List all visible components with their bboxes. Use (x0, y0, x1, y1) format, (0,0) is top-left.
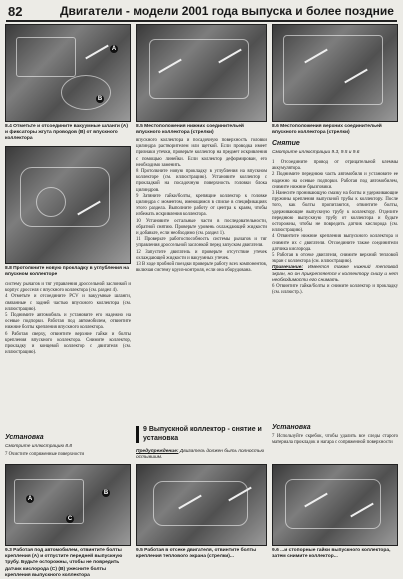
photo-8-5 (136, 24, 267, 122)
photo-8-6-caption: 8.6 Местоположения верхних соединительей впускного коллектора (стрелки) (272, 124, 382, 136)
note-text: Имеется также нижний тепловой экран, но он прикрепляется к коллектору снизу и нет необходимости его снимать. (272, 265, 398, 283)
col2-para-11: 11 Проверьте работоспособность системы рычагов и тяг управления дроссельной заслонкой перед запуском двигателя. (136, 237, 267, 249)
page-header-title: Двигатели - модели 2001 года выпуска и более поздние (60, 4, 394, 18)
col3-para-7: 7 Используйте скребок, чтобы удалить все следы старого материала прокладок и нагара с сопряженной поверхности (272, 434, 398, 446)
col2-para-9: 9 Затяните гайки/болты, крепящие коллектор к головке цилиндра с моментом, имеющимся в списке в спецификациях этого раздела. Выполните работу от центра к краям, чтобы избежать искривления коллектора. (136, 193, 267, 218)
col1-para-6: 6 Работая сверху, отвинтите верхние гайки и болты крепления впускного коллектора. Снимите коллектор, прокладку и концевой коллектор с двигателя (см. иллюстрацию). (5, 331, 131, 356)
install-heading-2: Установка (272, 424, 311, 431)
photo-9-3-caption: 9.3 Работая под автомобилем, отвинтите болты крепления (А) и отпустите передней выпускную трубу. Будьте осторожны, чтобы не повредить датчик кислорода (С) (В) ужесните болты крепления выпускного коллектора (5, 548, 123, 578)
photo-8-4: A B (5, 24, 131, 122)
warning-text: Двигатель должен быть полностью остывшим. (136, 449, 265, 461)
column-1 (5, 24, 131, 578)
col1-para-1: систему рычагов и тяг управления дроссельной заслонкой и корпус дросселя с впускного коллектора (см. раздел 4). (5, 282, 131, 294)
col1-para-4: 4 Отметьте и отсоедините PCV и вакуумные шланги, связанные с задней частью впускного коллектора (см. иллюстрацию). (5, 294, 131, 312)
photo-9-5-caption: 9.5 Работая в отсеке двигателя, отвинтите болты крепления теплового экрана (стрелки)... (136, 548, 257, 560)
removal-ill-ref: Смотрите иллюстрации 9.3, 9.5 и 9.6 (272, 150, 360, 155)
note-label: Примечание: (272, 265, 303, 271)
col3-para-4: 4 Отвинтите нижние крепления выпускного коллектора и снимите их с двигателя. Отсоедините также соединители датчика кислорода. (272, 234, 398, 252)
col2-para-10: 10 Установите остальные части в последовательности, обратной снятию. Проверьте уровень охлаждающей жидкости и добавьте, если необходимо (см. раздел 1). (136, 218, 267, 237)
col2-para-13: 13 В ходе пробной поездки проверьте работу всех компонентов, включая систему круиз-контроля, если она оборудована. (136, 262, 267, 274)
photo-8-6 (272, 24, 398, 122)
install-heading-1: Установка (5, 434, 44, 441)
col2-para-8: 8 Протолкните новую прокладку в углубления на впускном коллекторе (см. иллюстрацию). Установите коллектор с прокладкой на посадочную поверхность головки блока цилиндров. (136, 169, 267, 193)
warning-note (136, 449, 267, 461)
header-rule (6, 20, 397, 22)
photo-9-3: A C B (5, 464, 131, 546)
warning-label: Предупреждение: (136, 449, 179, 454)
column-2 (136, 24, 267, 566)
column-3 (272, 24, 398, 566)
photo-9-5 (136, 464, 267, 546)
col2-para-12: 12 Запустите двигатель и проверьте отсутствие утечек охлаждающей жидкости и вакуумных утечек. (136, 249, 267, 261)
col3-para-6: 6 Отвинтите гайки/болты и снимите коллектор и прокладку (см. иллюстр.). (272, 284, 398, 296)
col3-para-3: 3 Нанесите проникающую смазку на болты и удерживающие пружины крепления выпускной трубы к коллектору. После того, как болты пропитаются, отвинтите болты, удерживающие выпускную трубу к коллектору. Отделите переднюю выпускную трубу от коллектора и будьте осторожны, чтобы не повредить датчик кислорода (см. иллюстрацию). (272, 191, 398, 234)
col2-para-cont: впускного коллектора и посадочную поверхность головки цилиндра растворителем или щеткой. Если проводка имеет признаки утечки, проверьте коллектор на предмет искривления с помощью линейки. Если коллектор деформирован, его необходимо заменить. (136, 138, 267, 168)
photo-9-6-caption: 9.6 ...и стопорные гайки выпускного коллектора, затем снимите коллектор... (272, 548, 391, 560)
col3-para-1: 1 Отсоедините провод от отрицательной клеммы аккумулятора. (272, 160, 398, 172)
photo-8-4-caption: 8.4 Отметьте и отсоедините вакуумные шланги (А) и фиксаторы жгута проводов (В) от впускного коллектора (5, 124, 128, 142)
col1-body (5, 282, 131, 430)
photo-8-5-caption: 8.5 Местоположения нижних соединительей впускного коллектора (стрелки) (136, 124, 244, 136)
photo-8-8-caption: 8.8 Протолкните новую прокладку в углубления на впускном коллекторе (5, 266, 129, 278)
photo-8-8 (5, 146, 131, 264)
page-number: 82 (8, 4, 23, 19)
install-ill-ref-1: Смотрите иллюстрацию 8.8 (5, 444, 73, 449)
col3-para-5: 5 Работая в отсеке двигателя, снимите верхний тепловой экран с коллектора (см. иллюстрацию). (272, 253, 398, 265)
col2-body (136, 138, 267, 422)
chapter-9-heading: 9 Выпускной коллектор - снятие и установка (136, 426, 267, 443)
note-block (272, 265, 398, 284)
col1-para-5: 5 Поднимите автомобиль и установите его надежно на осевые подпорки. Работая под автомобилем, отвинтите нижние болты крепления впускного коллектора. (5, 313, 131, 331)
col3-body (272, 160, 398, 422)
col3-para-2: 2 Поднимите переднюю часть автомобиля и установите ее надежно на осевые подпорки. Работая под автомобилем, снимите нижние брызговики. (272, 172, 398, 190)
col1-step-7: 7 Очистите сопряженные поверхности (5, 452, 85, 457)
removal-heading: Снятие (272, 140, 300, 147)
photo-9-6 (272, 464, 398, 546)
